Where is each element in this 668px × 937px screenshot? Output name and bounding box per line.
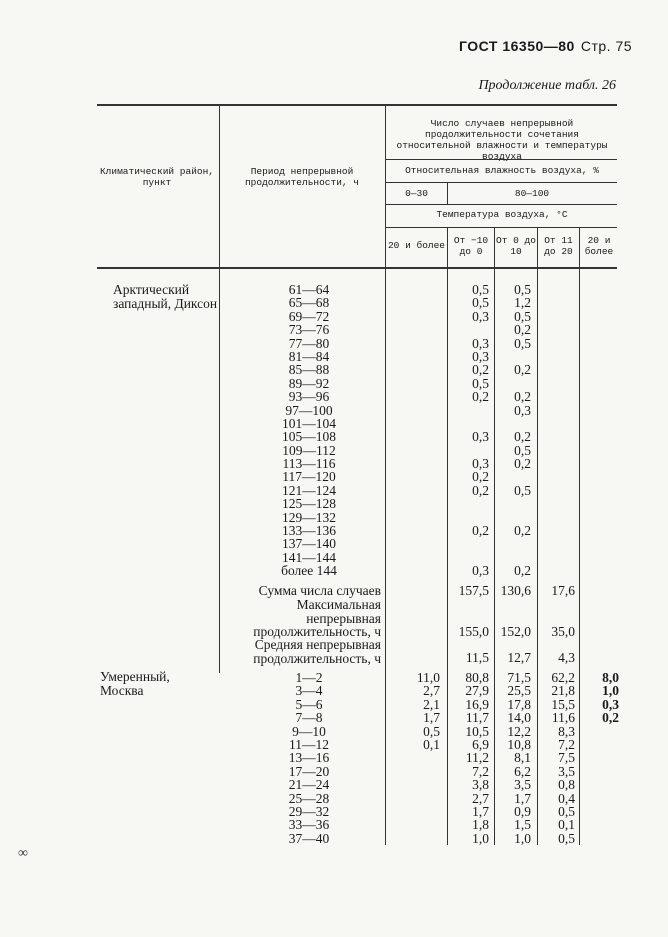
region-moderate: Умеренный, Москва xyxy=(100,669,170,698)
table-cell: 93—96 xyxy=(288,389,330,405)
table-cell: 11,2 xyxy=(465,750,489,766)
document-header xyxy=(459,38,632,54)
arctic-t3-values xyxy=(494,283,531,578)
table-cell: 0,2 xyxy=(472,389,489,405)
table-cell: 141—144 xyxy=(282,549,336,565)
summary-avg-t2: 11,5 xyxy=(465,650,489,665)
table-cell xyxy=(494,511,531,524)
table-cell: 0,3 xyxy=(472,308,489,324)
table-cell: 73—76 xyxy=(288,322,330,338)
table-cell: 7,2 xyxy=(558,736,575,752)
table-cell: 25,5 xyxy=(507,683,531,699)
table-cell xyxy=(494,537,531,550)
table-cell xyxy=(449,404,489,417)
table-cell: 125—128 xyxy=(282,496,336,512)
table-cell: 0,3 xyxy=(472,563,489,579)
table-cell: 29—32 xyxy=(288,803,330,819)
table-cell: 0,3 xyxy=(602,696,619,712)
summary-avg-t4: 4,3 xyxy=(558,650,575,665)
table-cell: 109—112 xyxy=(282,442,336,458)
table-cell: 2,7 xyxy=(423,683,440,699)
table-continuation-title: Продолжение табл. 26 xyxy=(478,78,616,93)
table-cell: 15,5 xyxy=(551,696,575,712)
table-cell: 17—20 xyxy=(288,763,330,779)
table-cell xyxy=(494,470,531,483)
table-cell xyxy=(449,417,489,430)
document-code: ГОСТ 16350—80 xyxy=(459,38,575,54)
table-cell: 0,5 xyxy=(558,830,575,846)
table-cell: 62,2 xyxy=(551,670,575,685)
table-cell: 0,3 xyxy=(472,456,489,472)
table-cell xyxy=(494,417,531,430)
table-cell: 7—8 xyxy=(295,710,323,726)
table-cell: 2,7 xyxy=(472,790,489,806)
table-cell: 101—104 xyxy=(282,415,336,431)
summary-sum-t3: 130,6 xyxy=(500,583,531,598)
column-header-period: Период непрерывной продолжительности, ч xyxy=(244,166,360,188)
table-cell: 0,1 xyxy=(423,736,440,752)
column-header-t2: От −10 до 0 xyxy=(453,235,489,257)
table-cell: более 144 xyxy=(281,563,337,579)
table-cell xyxy=(449,537,489,550)
moderate-periods-list xyxy=(247,671,371,845)
table-cell: 0,2 xyxy=(472,362,489,378)
summary-max-t4: 35,0 xyxy=(551,624,575,639)
table-cell: 2,1 xyxy=(423,696,440,712)
table-cell: 8,3 xyxy=(558,723,575,739)
table-cell: 97—100 xyxy=(285,402,333,418)
table-cell: 0,2 xyxy=(514,362,531,378)
summary-avg-t3: 12,7 xyxy=(507,650,531,665)
table-cell: 16,9 xyxy=(465,696,489,712)
table-cell xyxy=(494,350,531,363)
table-cell: 5—6 xyxy=(295,696,323,712)
table-cell: 3—4 xyxy=(295,683,323,699)
column-header-t4: От 11 до 20 xyxy=(544,235,573,257)
table-cell: 6,9 xyxy=(472,736,489,752)
table-cell: 11,6 xyxy=(551,710,575,726)
column-header-t1: 20 и более xyxy=(387,240,445,251)
arctic-t2-values xyxy=(449,283,489,578)
region-arctic: Арктический западный, Диксон xyxy=(113,282,218,311)
table-cell: 121—124 xyxy=(282,482,336,498)
summary-max-t3: 152,0 xyxy=(500,624,531,639)
table-cell: 0,8 xyxy=(558,777,575,793)
table-cell xyxy=(449,444,489,457)
page-number: Стр. 75 xyxy=(580,38,633,54)
table-cell: 133—136 xyxy=(282,523,336,539)
table-cell xyxy=(449,323,489,336)
table-cell: 0,1 xyxy=(558,817,575,833)
table-cell: 89—92 xyxy=(288,375,330,391)
table-cell: 137—140 xyxy=(282,536,336,552)
table-cell: 6,2 xyxy=(514,763,531,779)
table-cell: 27,9 xyxy=(465,683,489,699)
table-cell xyxy=(449,511,489,524)
table-cell: 0,5 xyxy=(514,308,531,324)
table-cell: 0,2 xyxy=(602,710,619,726)
table-cell: 0,2 xyxy=(472,469,489,485)
table-cell: 10,8 xyxy=(507,736,531,752)
table-cell: 0,3 xyxy=(472,348,489,364)
table-cell: 1—2 xyxy=(295,670,323,685)
table-cell: 1,0 xyxy=(472,830,489,846)
table-cell: 0,5 xyxy=(514,442,531,458)
table-cell xyxy=(449,497,489,510)
moderate-t5-values xyxy=(579,671,619,725)
table-cell: 0,2 xyxy=(514,389,531,405)
header-rule xyxy=(385,182,617,183)
table-cell: 1,0 xyxy=(602,683,619,699)
moderate-t4-values xyxy=(537,671,575,845)
moderate-t3-values xyxy=(494,671,531,845)
table-cell xyxy=(494,497,531,510)
table-cell: 1,7 xyxy=(514,790,531,806)
table-cell: 1,7 xyxy=(472,803,489,819)
column-header-t3: От 0 до 10 xyxy=(496,235,536,257)
column-header-region: Климатический район, пункт xyxy=(99,166,215,188)
table-cell: 0,5 xyxy=(514,282,531,297)
table-cell: 3,8 xyxy=(472,777,489,793)
table-cell: 0,5 xyxy=(472,375,489,391)
table-cell: 11,7 xyxy=(465,710,489,726)
table-cell: 0,5 xyxy=(423,723,440,739)
table-cell: 21,8 xyxy=(551,683,575,699)
table-cell: 65—68 xyxy=(288,295,330,311)
moderate-t1-values xyxy=(386,671,440,751)
table-cell: 9—10 xyxy=(292,723,326,739)
table-cell: 0,3 xyxy=(472,429,489,445)
summary-avg-label: Средняя непрерывная продолжительность, ч xyxy=(253,637,381,666)
table-cell: 33—36 xyxy=(288,817,330,833)
table-cell: 0,2 xyxy=(514,429,531,445)
table-cell: 3,5 xyxy=(558,763,575,779)
table-cell: 14,0 xyxy=(507,710,531,726)
table-cell: 0,2 xyxy=(472,482,489,498)
summary-sum-label: Сумма числа случаев xyxy=(258,583,381,598)
table-cell: 1,2 xyxy=(514,295,531,311)
table-cell: 71,5 xyxy=(507,670,531,685)
table-cell: 21—24 xyxy=(288,777,330,793)
table-cell: 7,5 xyxy=(558,750,575,766)
table-cell: 3,5 xyxy=(514,777,531,793)
table-cell: 113—116 xyxy=(282,456,336,472)
table-cell: 0,3 xyxy=(514,402,531,418)
table-cell: 0,2 xyxy=(514,456,531,472)
table-cell: 0,5 xyxy=(514,335,531,351)
table-cell: 10,5 xyxy=(465,723,489,739)
table-cell: 11—12 xyxy=(289,736,329,752)
table-cell: 1,7 xyxy=(423,710,440,726)
column-header-temperature: Температура воздуха, °С xyxy=(436,209,568,220)
column-header-humidity-high: 80—100 xyxy=(514,188,550,199)
table-cell: 25—28 xyxy=(288,790,330,806)
summary-max-label: Максимальная непрерывная продолжительность, ч xyxy=(253,597,381,639)
summary-sum-t2: 157,5 xyxy=(458,583,489,598)
column-divider xyxy=(447,227,448,845)
table-cell: 8,1 xyxy=(514,750,531,766)
table-cell: 0,5 xyxy=(472,282,489,297)
header-rule xyxy=(385,204,617,205)
table-cell: 17,8 xyxy=(507,696,531,712)
column-header-t5: 20 и более xyxy=(584,235,614,257)
column-header-cases: Число случаев непрерывной продолжительности сочетания относительной влажности и температуры воздуха xyxy=(396,118,608,162)
table-cell: 0,5 xyxy=(514,482,531,498)
table-cell: 0,9 xyxy=(514,803,531,819)
table-cell: 13—16 xyxy=(288,750,330,766)
table-cell: 0,2 xyxy=(514,322,531,338)
table-cell: 61—64 xyxy=(288,282,330,297)
table-top-rule xyxy=(97,104,617,106)
header-rule xyxy=(385,227,617,228)
table-cell: 0,3 xyxy=(472,335,489,351)
column-header-humidity: Относительная влажность воздуха, % xyxy=(405,165,599,176)
table-cell: 1,5 xyxy=(514,817,531,833)
table-cell: 11,0 xyxy=(416,670,440,685)
table-cell: 8,0 xyxy=(602,670,619,685)
table-cell: 0,4 xyxy=(558,790,575,806)
table-cell: 7,2 xyxy=(472,763,489,779)
table-cell: 1,8 xyxy=(472,817,489,833)
table-cell: 1,0 xyxy=(514,830,531,846)
table-cell xyxy=(449,551,489,564)
table-cell xyxy=(494,377,531,390)
footer-mark: ∞ xyxy=(18,846,28,861)
table-cell: 0,5 xyxy=(472,295,489,311)
column-header-humidity-low: 0—30 xyxy=(405,188,428,199)
table-cell: 0,2 xyxy=(472,523,489,539)
table-cell: 0,5 xyxy=(558,803,575,819)
table-cell: 80,8 xyxy=(465,670,489,685)
table-header-bottom-rule xyxy=(97,267,617,269)
table-cell: 12,2 xyxy=(507,723,531,739)
column-divider xyxy=(579,227,580,845)
table-cell: 105—108 xyxy=(282,429,336,445)
summary-sum-t4: 17,6 xyxy=(551,583,575,598)
table-cell: 69—72 xyxy=(288,308,330,324)
table-cell xyxy=(494,551,531,564)
arctic-periods-list xyxy=(247,283,371,578)
table-cell: 81—84 xyxy=(288,348,330,364)
table-cell: 77—80 xyxy=(288,335,330,351)
column-divider xyxy=(219,105,220,673)
table-cell: 37—40 xyxy=(288,830,330,846)
table-cell: 0,2 xyxy=(514,563,531,579)
table-cell: 0,2 xyxy=(514,523,531,539)
table-cell: 129—132 xyxy=(282,509,336,525)
table-cell: 117—120 xyxy=(282,469,336,485)
table-cell: 85—88 xyxy=(288,362,330,378)
moderate-t2-values xyxy=(449,671,489,845)
summary-max-t2: 155,0 xyxy=(458,624,489,639)
